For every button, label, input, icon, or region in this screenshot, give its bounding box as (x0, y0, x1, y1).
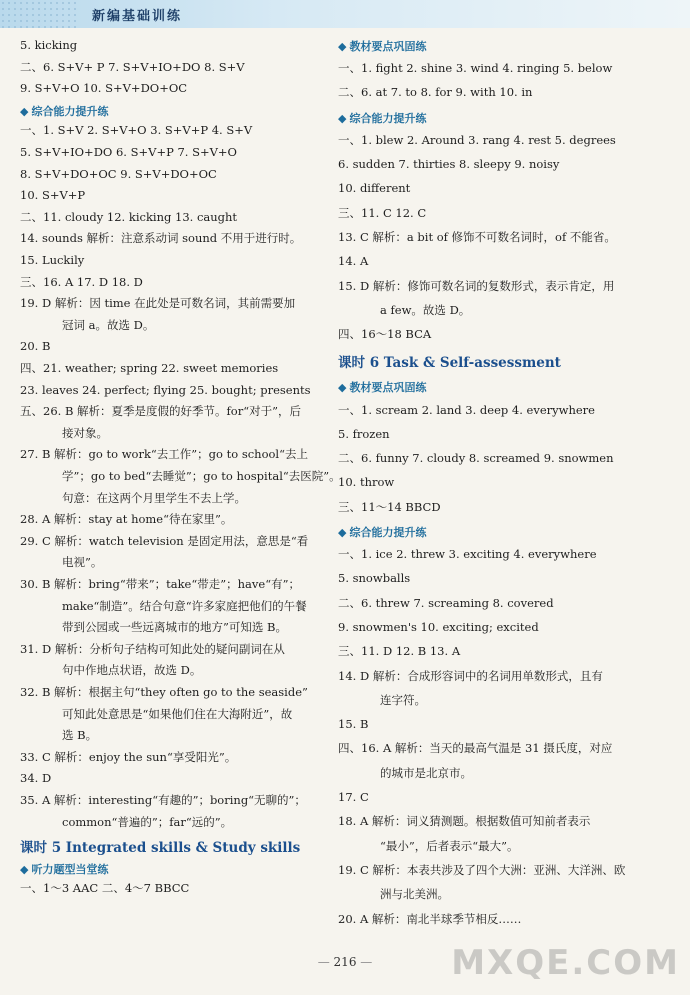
answer-line: 洲与北美洲。 (380, 887, 449, 902)
answer-line: 的城市是北京市。 (380, 765, 472, 780)
lesson-heading: 课时 5 Integrated skills & Study skills (20, 840, 301, 857)
answer-line: 23. leaves 24. perfect; flying 25. bought; presents (20, 382, 311, 397)
answer-line: 三、11～14 BBCD (338, 499, 441, 514)
section-heading: ◆ 教材要点巩固练 (338, 381, 427, 395)
answer-line: a few。故选 D。 (380, 302, 471, 317)
answer-line: common“普遍的”；far“远的”。 (62, 814, 233, 829)
answer-line: 34. D (20, 771, 52, 786)
answer-line: 5. S+V+IO+DO 6. S+V+P 7. S+V+O (20, 144, 237, 159)
answer-line: 9. S+V+O 10. S+V+DO+OC (20, 81, 188, 96)
answer-line: 可知此处意思是“如果他们住在大海附近”，故 (62, 706, 293, 721)
watermark: MXQE.COM (451, 943, 680, 983)
answer-line: 连字符。 (380, 692, 426, 707)
answer-line: 二、6. funny 7. cloudy 8. screamed 9. snowmen (338, 451, 614, 466)
header-pattern (0, 0, 80, 28)
answer-line: 35. A 解析：interesting“有趣的”；boring“无聊的”； (20, 792, 306, 807)
answer-line: 32. B 解析：根据主句“they often go to the seaside” (20, 684, 308, 699)
answer-line: 一、1. fight 2. shine 3. wind 4. ringing 5. below (338, 61, 613, 76)
answer-line: 30. B 解析：bring“带来”；take“带走”；have“有”； (20, 576, 300, 591)
answer-line: 一、1. scream 2. land 3. deep 4. everywhere (338, 402, 595, 417)
header-bar (0, 0, 690, 28)
answer-line: 14. D 解析：合成形容词中的名词用单数形式，且有 (338, 668, 603, 683)
answer-line: “最小”，后者表示“最大”。 (380, 838, 519, 853)
answer-line: 电视”。 (62, 555, 103, 570)
answer-line: 三、11. C 12. C (338, 205, 427, 220)
answer-line: 句意：在这两个月里学生不去上学。 (62, 490, 246, 505)
answer-line: 10. S+V+P (20, 188, 86, 203)
section-heading: ◆ 听力题型当堂练 (20, 862, 109, 876)
answer-line: 5. frozen (338, 426, 390, 441)
answer-line: 冠词 a。故选 D。 (62, 317, 155, 332)
answer-line: 三、16. A 17. D 18. D (20, 274, 143, 289)
answer-line: 二、11. cloudy 12. kicking 13. caught (20, 209, 238, 224)
answer-line: 17. C (338, 790, 369, 805)
answer-line: 学”；go to bed“去睡觉”；go to hospital“去医院”。 (62, 468, 341, 483)
answer-line: 28. A 解析：stay at home“待在家里”。 (20, 512, 233, 527)
answer-line: 5. snowballs (338, 571, 411, 586)
answer-line: 二、6. S+V+ P 7. S+V+IO+DO 8. S+V (20, 59, 245, 74)
answer-line: 13. C 解析：a bit of 修饰不可数名词时，of 不能省。 (338, 229, 616, 244)
answer-line: 二、6. threw 7. screaming 8. covered (338, 595, 554, 610)
answer-line: 29. C 解析：watch television 是固定用法，意思是“看 (20, 533, 309, 548)
answer-line: 一、1～3 AAC 二、4～7 BBCC (20, 881, 190, 896)
answer-line: 27. B 解析：go to work“去工作”；go to school“去上 (20, 447, 308, 462)
answer-line: 一、1. S+V 2. S+V+O 3. S+V+P 4. S+V (20, 123, 253, 138)
answer-line: 6. sudden 7. thirties 8. sleepy 9. noisy (338, 157, 560, 172)
answer-line: 8. S+V+DO+OC 9. S+V+DO+OC (20, 166, 217, 181)
answer-line: 14. A (338, 254, 369, 269)
answer-line: 四、16～18 BCA (338, 327, 432, 342)
answer-line: 10. different (338, 181, 411, 196)
answer-line: 33. C 解析：enjoy the sun“享受阳光”。 (20, 749, 237, 764)
answer-line: 三、11. D 12. B 13. A (338, 644, 461, 659)
answer-line: 20. B (20, 339, 51, 354)
page-number-value: 216 (333, 955, 357, 969)
section-heading: ◆ 综合能力提升练 (338, 111, 427, 125)
answer-line: 31. D 解析：分析句子结构可知此处的疑问副词在从 (20, 641, 285, 656)
answer-line: 10. throw (338, 475, 395, 490)
page-number: — 216 — (317, 955, 373, 969)
answer-line: 9. snowmen's 10. exciting; excited (338, 619, 539, 634)
section-heading: ◆ 综合能力提升练 (20, 104, 109, 118)
answer-line: 18. A 解析：词义猜测题。根据数值可知前者表示 (338, 814, 591, 829)
answer-line: 20. A 解析：南北半球季节相反…… (338, 911, 522, 926)
answer-line: 5. kicking (20, 38, 78, 52)
answer-line: 15. D 解析：修饰可数名词的复数形式，表示肯定，用 (338, 278, 615, 293)
answer-line: 选 B。 (62, 728, 98, 743)
answer-line: 15. Luckily (20, 252, 85, 267)
answer-line: 19. D 解析：因 time 在此处是可数名词，其前需要加 (20, 296, 296, 311)
answer-line: 带到公园或一些远离城市的地方”可知选 B。 (62, 620, 287, 635)
answer-line: 一、1. blew 2. Around 3. rang 4. rest 5. degrees (338, 132, 616, 147)
answer-line: 19. C 解析：本表共涉及了四个大洲：亚洲、大洋洲、欧 (338, 862, 626, 877)
answer-line: 接对象。 (62, 425, 108, 440)
answer-line: make“制造”。结合句意“许多家庭把他们的午餐 (62, 598, 307, 613)
answer-line: 二、6. at 7. to 8. for 9. with 10. in (338, 85, 533, 100)
answer-line: 句中作地点状语，故选 D。 (62, 663, 202, 678)
lesson-heading: 课时 6 Task & Self-assessment (338, 355, 561, 372)
book-title: 新编基础训练 (92, 9, 183, 24)
answer-line: 五、26. B 解析：夏季是度假的好季节。for“对于”，后 (20, 404, 301, 419)
section-heading: ◆ 教材要点巩固练 (338, 40, 427, 53)
answer-line: 14. sounds 解析：注意系动词 sound 不用于进行时。 (20, 231, 302, 246)
answer-line: 四、16. A 解析：当天的最高气温是 31 摄氏度，对应 (338, 741, 613, 756)
answer-line: 15. B (338, 717, 369, 732)
section-heading: ◆ 综合能力提升练 (338, 526, 427, 539)
answer-line: 四、21. weather; spring 22. sweet memories (20, 360, 279, 375)
answer-line: 一、1. ice 2. threw 3. exciting 4. everywhere (338, 547, 597, 562)
